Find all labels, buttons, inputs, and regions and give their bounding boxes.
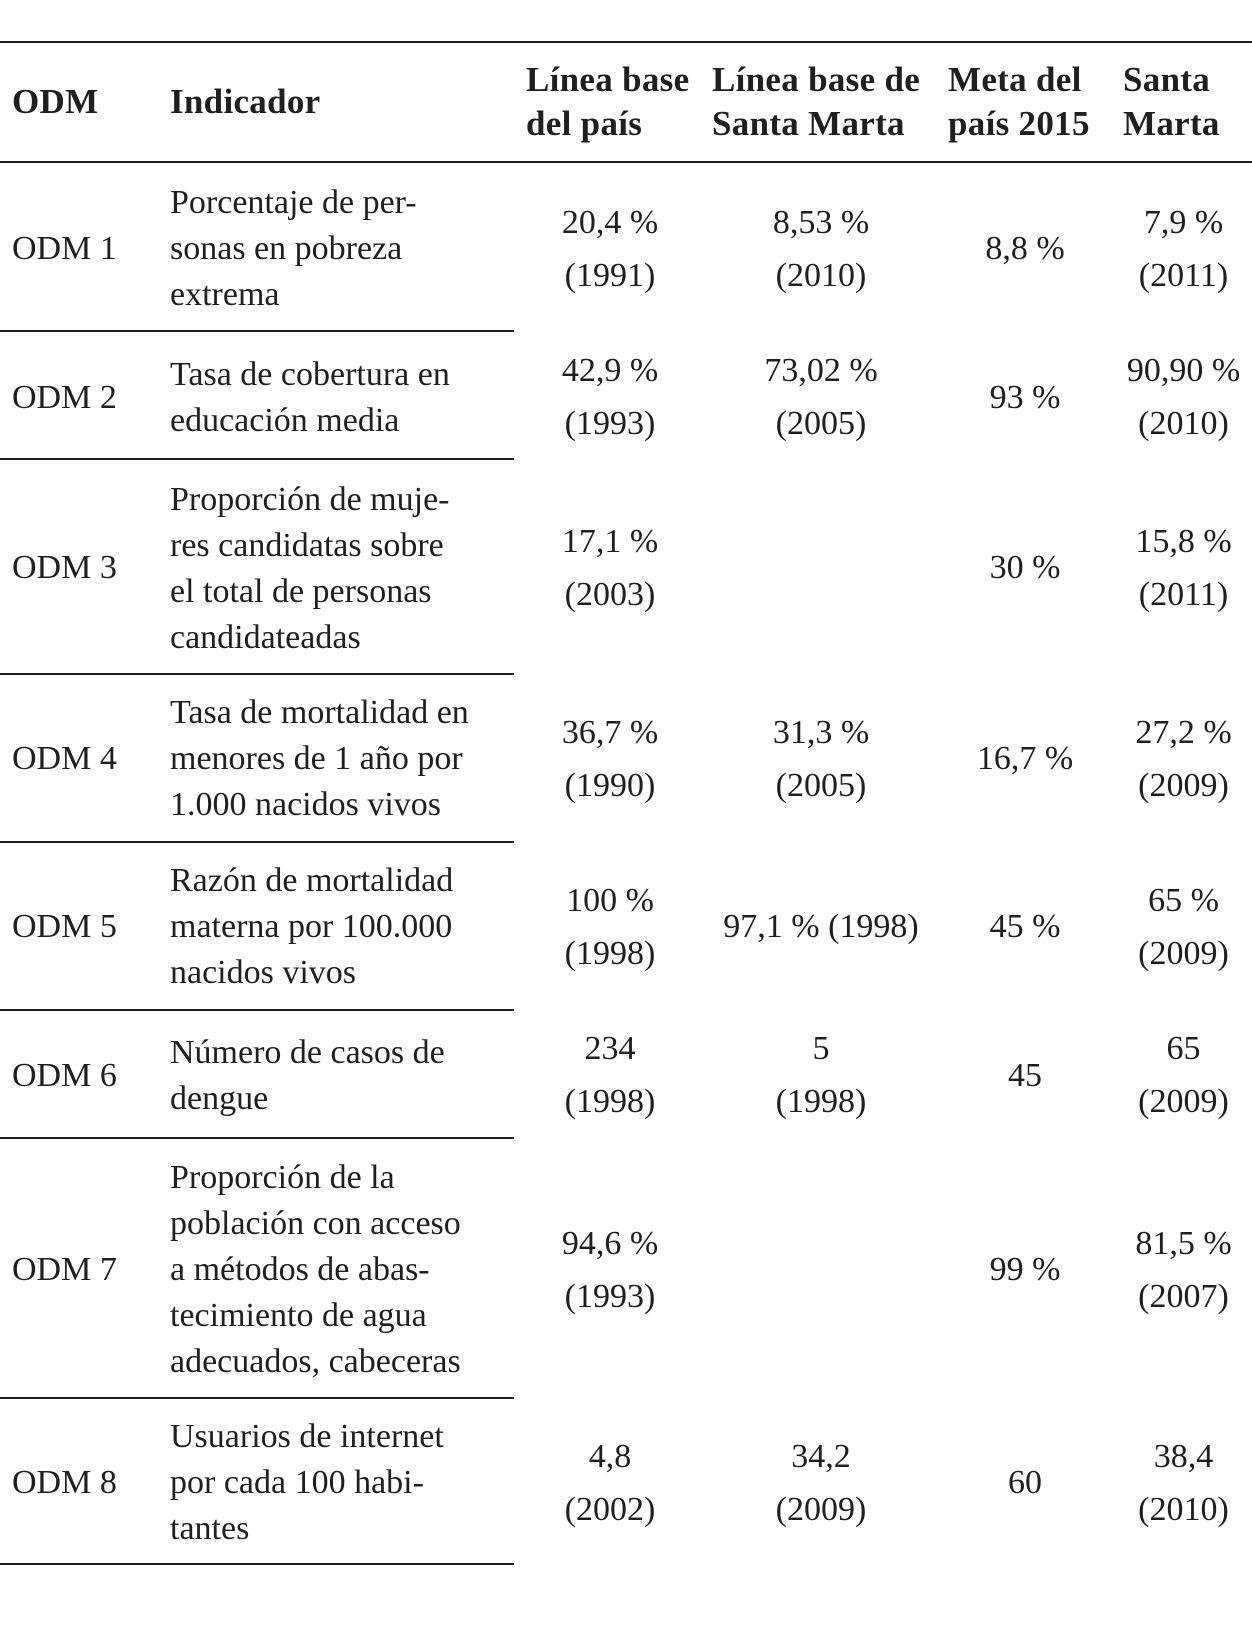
header-meta-pais-2015: Meta del país 2015: [948, 60, 1090, 143]
header-linea-base-pais: Línea base del país: [526, 60, 690, 143]
row-linea-base-pais: 42,9 % (1993): [561, 352, 659, 442]
row-linea-base-pais: 234 (1998): [564, 1030, 656, 1120]
row-santa-marta: 90,90 % (2010): [1126, 352, 1241, 442]
row-linea-base-pais: 100 % (1998): [564, 882, 656, 972]
row-indicador: Tasa de cobertura en educación media: [170, 356, 450, 439]
row-santa-marta: 27,2 % (2009): [1135, 714, 1232, 804]
row-linea-base-santa-marta: 73,02 % (2005): [764, 352, 878, 442]
row-odm-label: ODM 6: [12, 1057, 117, 1094]
row-linea-base-santa-marta: 31,3 % (2005): [772, 714, 870, 804]
header-odm: ODM: [12, 82, 99, 121]
row-odm-label: ODM 3: [12, 549, 117, 586]
row-meta-pais: 8,8 %: [985, 230, 1065, 267]
row-linea-base-pais: 20,4 % (1991): [561, 204, 659, 294]
row-linea-base-pais: 36,7 % (1990): [561, 714, 659, 804]
row-divider: [0, 330, 514, 332]
row-meta-pais: 30 %: [989, 549, 1061, 586]
header-linea-base-santa-marta: Línea base de Santa Marta: [712, 60, 921, 143]
row-indicador: Proporción de la población con acceso a métodos de abas- tecimiento de agua adecuados, cabeceras: [170, 1159, 461, 1380]
row-santa-marta: 7,9 % (2011): [1138, 204, 1229, 294]
row-divider: [0, 841, 514, 843]
row-odm-label: ODM 2: [12, 379, 117, 416]
row-meta-pais: 45: [1008, 1057, 1042, 1094]
row-indicador: Usuarios de internet por cada 100 habi- tantes: [170, 1418, 444, 1547]
row-indicador: Proporción de muje- res candidatas sobre el total de personas candidateadas: [170, 481, 450, 656]
row-meta-pais: 99 %: [989, 1251, 1061, 1288]
row-divider: [0, 1563, 514, 1565]
header-indicador: Indicador: [170, 82, 321, 121]
row-indicador: Tasa de mortalidad en menores de 1 año por 1.000 nacidos vivos: [170, 694, 469, 823]
header-santa-marta: Santa Marta: [1123, 60, 1220, 143]
row-divider: [0, 1397, 514, 1399]
row-santa-marta: 65 (2009): [1138, 1030, 1229, 1120]
row-indicador: Razón de mortalidad materna por 100.000 nacidos vivos: [170, 862, 454, 991]
row-indicador: Porcentaje de per- sonas en pobreza extrema: [170, 184, 417, 313]
row-linea-base-pais: 4,8 (2002): [564, 1438, 656, 1528]
row-santa-marta: 15,8 % (2011): [1135, 523, 1232, 613]
row-santa-marta: 65 % (2009): [1138, 882, 1229, 972]
table-top-rule: [0, 41, 1252, 43]
row-odm-label: ODM 1: [12, 230, 117, 267]
row-linea-base-santa-marta: 8,53 % (2010): [772, 204, 870, 294]
row-odm-label: ODM 4: [12, 740, 117, 777]
row-divider: [0, 458, 514, 460]
row-indicador: Número de casos de dengue: [170, 1034, 445, 1117]
row-meta-pais: 60: [1008, 1464, 1042, 1501]
row-linea-base-santa-marta: 5 (1998): [775, 1030, 867, 1120]
row-linea-base-santa-marta: 34,2 (2009): [775, 1438, 867, 1528]
row-santa-marta: 81,5 % (2007): [1135, 1225, 1232, 1315]
row-linea-base-santa-marta: 97,1 % (1998): [723, 908, 919, 945]
header-bottom-rule: [0, 161, 1252, 163]
row-odm-label: ODM 5: [12, 908, 117, 945]
row-divider: [0, 1009, 514, 1011]
row-meta-pais: 16,7 %: [976, 740, 1074, 777]
row-odm-label: ODM 8: [12, 1464, 117, 1501]
row-santa-marta: 38,4 (2010): [1138, 1438, 1229, 1528]
row-linea-base-pais: 17,1 % (2003): [561, 523, 659, 613]
row-divider: [0, 1137, 514, 1139]
row-odm-label: ODM 7: [12, 1251, 117, 1288]
row-divider: [0, 673, 514, 675]
row-meta-pais: 45 %: [989, 908, 1061, 945]
row-linea-base-pais: 94,6 % (1993): [561, 1225, 659, 1315]
row-meta-pais: 93 %: [989, 379, 1061, 416]
